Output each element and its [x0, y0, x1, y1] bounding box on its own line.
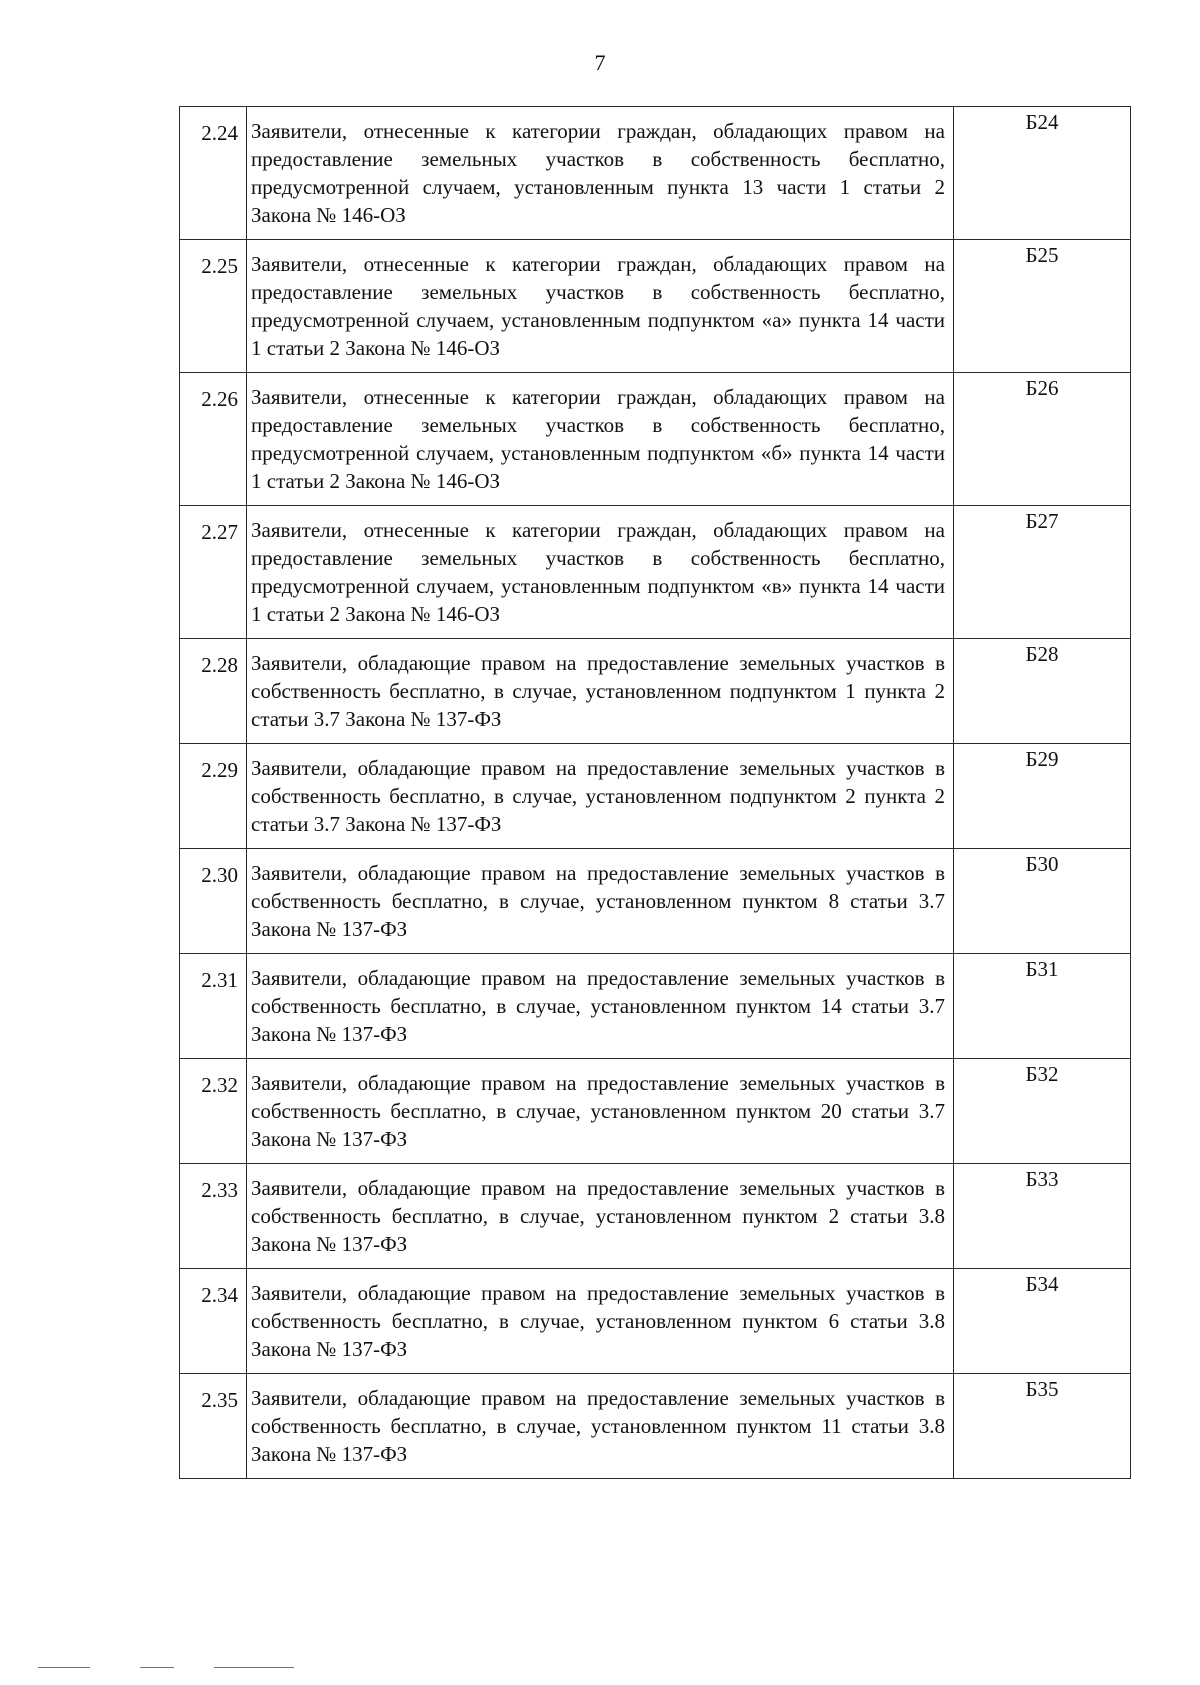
table-row	[180, 639, 1131, 744]
table-body	[180, 107, 1131, 1479]
row-code: Б33	[954, 1164, 1131, 1269]
row-code: Б25	[954, 240, 1131, 373]
applicant-category-table	[179, 106, 1131, 1479]
row-code: Б28	[954, 639, 1131, 744]
scan-artifact	[214, 1667, 294, 1668]
page-number: 7	[594, 50, 606, 75]
row-code: Б35	[954, 1374, 1131, 1479]
row-description: Заявители, обладающие правом на предоставление земельных участков в собственность бесплатно, в случае, установленном пунктом 20 статьи 3.7 Закона № 137-ФЗ	[247, 1059, 954, 1164]
row-code: Б32	[954, 1059, 1131, 1164]
row-number: 2.35	[180, 1374, 247, 1479]
table-row	[180, 240, 1131, 373]
row-description: Заявители, обладающие правом на предоставление земельных участков в собственность бесплатно, в случае, установленном пунктом 2 статьи 3.8 Закона № 137-ФЗ	[247, 1164, 954, 1269]
table-row	[180, 1164, 1131, 1269]
row-number: 2.29	[180, 744, 247, 849]
row-code: Б30	[954, 849, 1131, 954]
table-row	[180, 744, 1131, 849]
table-row	[180, 107, 1131, 240]
row-number: 2.28	[180, 639, 247, 744]
row-number: 2.32	[180, 1059, 247, 1164]
row-number: 2.31	[180, 954, 247, 1059]
row-code: Б29	[954, 744, 1131, 849]
row-description: Заявители, обладающие правом на предоставление земельных участков в собственность бесплатно, в случае, установленном подпунктом 1 пункта 2 статьи 3.7 Закона № 137-ФЗ	[247, 639, 954, 744]
row-description: Заявители, отнесенные к категории граждан, обладающих правом на предоставление земельных участков в собственность бесплатно, предусмотренной случаем, установленным пункта 13 части 1 статьи 2 Закона № 146-ОЗ	[247, 107, 954, 240]
table-row	[180, 954, 1131, 1059]
row-description: Заявители, отнесенные к категории граждан, обладающих правом на предоставление земельных участков в собственность бесплатно, предусмотренной случаем, установленным подпунктом «б» пункта 14 части 1 статьи 2 Закона № 146-ОЗ	[247, 373, 954, 506]
row-number: 2.34	[180, 1269, 247, 1374]
table-row	[180, 373, 1131, 506]
row-code: Б26	[954, 373, 1131, 506]
table-row	[180, 506, 1131, 639]
row-code: Б31	[954, 954, 1131, 1059]
table-row	[180, 1269, 1131, 1374]
row-description: Заявители, обладающие правом на предоставление земельных участков в собственность бесплатно, в случае, установленном подпунктом 2 пункта 2 статьи 3.7 Закона № 137-ФЗ	[247, 744, 954, 849]
table-row	[180, 1374, 1131, 1479]
row-description: Заявители, обладающие правом на предоставление земельных участков в собственность бесплатно, в случае, установленном пунктом 11 статьи 3.8 Закона № 137-ФЗ	[247, 1374, 954, 1479]
row-number: 2.30	[180, 849, 247, 954]
row-number: 2.24	[180, 107, 247, 240]
scan-artifact	[38, 1667, 90, 1668]
row-number: 2.33	[180, 1164, 247, 1269]
row-description: Заявители, обладающие правом на предоставление земельных участков в собственность бесплатно, в случае, установленном пунктом 6 статьи 3.8 Закона № 137-ФЗ	[247, 1269, 954, 1374]
row-number: 2.27	[180, 506, 247, 639]
row-description: Заявители, отнесенные к категории граждан, обладающих правом на предоставление земельных участков в собственность бесплатно, предусмотренной случаем, установленным подпунктом «а» пункта 14 части 1 статьи 2 Закона № 146-ОЗ	[247, 240, 954, 373]
table-row	[180, 1059, 1131, 1164]
table-row	[180, 849, 1131, 954]
row-description: Заявители, отнесенные к категории граждан, обладающих правом на предоставление земельных участков в собственность бесплатно, предусмотренной случаем, установленным подпунктом «в» пункта 14 части 1 статьи 2 Закона № 146-ОЗ	[247, 506, 954, 639]
row-number: 2.25	[180, 240, 247, 373]
row-code: Б34	[954, 1269, 1131, 1374]
row-description: Заявители, обладающие правом на предоставление земельных участков в собственность бесплатно, в случае, установленном пунктом 8 статьи 3.7 Закона № 137-ФЗ	[247, 849, 954, 954]
scan-artifact	[140, 1667, 174, 1668]
row-code: Б24	[954, 107, 1131, 240]
row-number: 2.26	[180, 373, 247, 506]
row-code: Б27	[954, 506, 1131, 639]
row-description: Заявители, обладающие правом на предоставление земельных участков в собственность бесплатно, в случае, установленном пунктом 14 статьи 3.7 Закона № 137-ФЗ	[247, 954, 954, 1059]
